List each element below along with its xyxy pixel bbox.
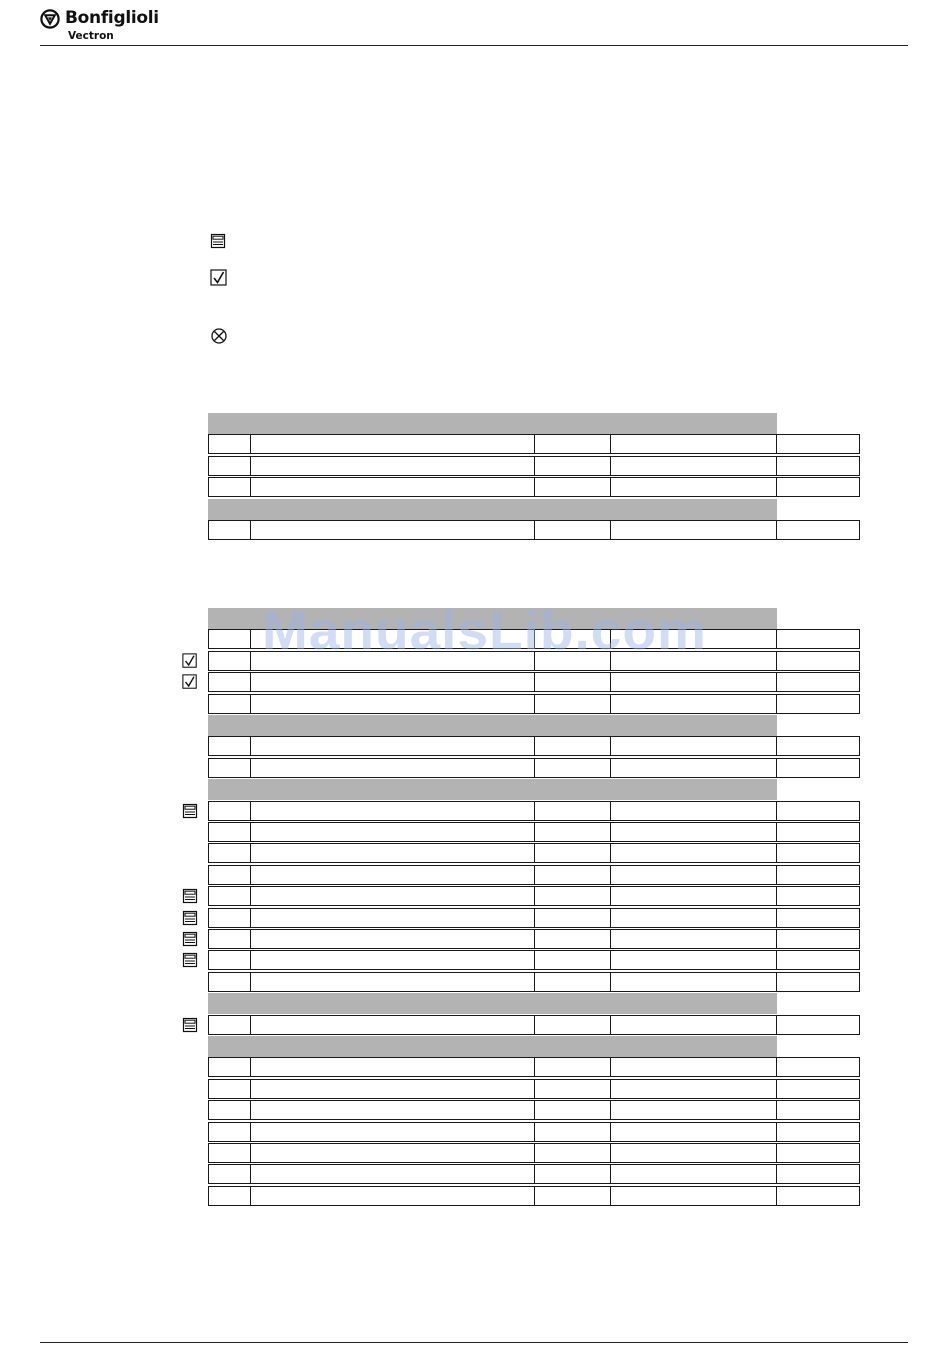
table-cell [776, 865, 860, 885]
bonfiglioli-logo-icon [40, 9, 60, 29]
table-cell [250, 1143, 535, 1163]
footer-rule [40, 1342, 908, 1343]
table-row [208, 1100, 861, 1121]
table-cell [250, 801, 535, 821]
table-cell [610, 908, 777, 928]
table-cell [534, 1164, 611, 1184]
table-cell [610, 822, 777, 842]
table-cell [208, 520, 251, 540]
table-cell [250, 520, 535, 540]
table-row [208, 736, 861, 757]
card-icon [182, 931, 198, 947]
table-cell [534, 1100, 611, 1120]
table-cell [610, 843, 777, 863]
table-cell [610, 456, 777, 476]
table-cell [534, 1122, 611, 1142]
table-cell [208, 629, 251, 649]
table-row [208, 694, 861, 715]
card-icon [182, 952, 198, 968]
table-cell [610, 972, 777, 992]
card-icon [182, 910, 198, 926]
table-cell [776, 908, 860, 928]
table-cell [610, 1079, 777, 1099]
table-cell [534, 950, 611, 970]
table-cell [208, 972, 251, 992]
table-row [208, 1057, 861, 1078]
table1-group-header [208, 499, 777, 520]
table-row [208, 1122, 861, 1143]
table-cell [776, 477, 860, 497]
table-cell [534, 694, 611, 714]
table2-group-header [208, 779, 777, 800]
table-cell [208, 758, 251, 778]
table2-group-header [208, 1036, 777, 1057]
table-cell [776, 1100, 860, 1120]
table-cell [250, 434, 535, 454]
brand-name: Bonfiglioli [65, 8, 159, 28]
table-row [208, 1164, 861, 1185]
table-cell [776, 1143, 860, 1163]
watermark: ManualsLib.com [262, 599, 707, 661]
table-cell [776, 672, 860, 692]
table-cell [534, 736, 611, 756]
table-cell [610, 758, 777, 778]
table-cell [208, 651, 251, 671]
table-cell [534, 456, 611, 476]
table-cell [534, 672, 611, 692]
table-cell [250, 1015, 535, 1035]
table1-group-header [208, 413, 777, 434]
table-cell [776, 1015, 860, 1035]
table-cell [534, 477, 611, 497]
table-cell [250, 736, 535, 756]
table-cell [208, 929, 251, 949]
table-cell [776, 651, 860, 671]
table-row [208, 758, 861, 779]
table-cell [534, 520, 611, 540]
table-row [208, 1143, 861, 1164]
header-rule [40, 45, 908, 46]
table-cell [776, 736, 860, 756]
table-row [208, 520, 861, 541]
table-cell [208, 801, 251, 821]
table-cell [250, 456, 535, 476]
table-cell [776, 629, 860, 649]
table-cell [250, 694, 535, 714]
table-cell [610, 950, 777, 970]
table-cell [776, 822, 860, 842]
table-cell [610, 801, 777, 821]
table-cell [250, 843, 535, 863]
table-cell [250, 477, 535, 497]
table-row [208, 822, 861, 843]
table-cell [250, 886, 535, 906]
table-cell [208, 1186, 251, 1206]
table-cell [534, 865, 611, 885]
table-cell [250, 1186, 535, 1206]
table-row [208, 908, 861, 929]
check-icon [182, 674, 198, 690]
brand-subname: Vectron [68, 30, 114, 42]
table-cell [610, 520, 777, 540]
table-row [208, 456, 861, 477]
table-cell [610, 434, 777, 454]
table-cell [208, 1143, 251, 1163]
table-cell [208, 1122, 251, 1142]
table-cell [610, 1057, 777, 1077]
table-row [208, 1186, 861, 1207]
table-cell [610, 1100, 777, 1120]
table2-group-header [208, 715, 777, 736]
card-icon [182, 803, 198, 819]
table-cell [776, 1079, 860, 1099]
table-cell [208, 908, 251, 928]
table-cell [534, 929, 611, 949]
cross-circle-icon [210, 327, 228, 345]
table-cell [610, 865, 777, 885]
table-cell [610, 1143, 777, 1163]
table-cell [208, 736, 251, 756]
table-cell [534, 1057, 611, 1077]
table-cell [208, 456, 251, 476]
table-row [208, 801, 861, 822]
table-cell [250, 758, 535, 778]
table-cell [776, 950, 860, 970]
table-row [208, 434, 861, 455]
table-cell [776, 694, 860, 714]
table-cell [534, 886, 611, 906]
table-cell [776, 1122, 860, 1142]
table-row [208, 672, 861, 693]
table-cell [250, 950, 535, 970]
table-cell [610, 672, 777, 692]
table-cell [250, 929, 535, 949]
check-icon [210, 269, 228, 287]
table-cell [610, 694, 777, 714]
table-cell [534, 908, 611, 928]
table-cell [776, 843, 860, 863]
table-cell [534, 1186, 611, 1206]
table-cell [250, 1122, 535, 1142]
table-cell [534, 843, 611, 863]
table-cell [250, 908, 535, 928]
table-cell [776, 1186, 860, 1206]
table-cell [610, 1186, 777, 1206]
table-cell [534, 434, 611, 454]
table-row [208, 929, 861, 950]
table-cell [208, 886, 251, 906]
table-row [208, 865, 861, 886]
table-cell [534, 1143, 611, 1163]
table-cell [534, 972, 611, 992]
table-cell [776, 972, 860, 992]
table-cell [250, 1057, 535, 1077]
table-cell [250, 822, 535, 842]
table-cell [776, 1164, 860, 1184]
table-cell [208, 694, 251, 714]
table-cell [610, 1164, 777, 1184]
table-cell [610, 886, 777, 906]
table-cell [776, 886, 860, 906]
table-cell [208, 1164, 251, 1184]
table-row [208, 843, 861, 864]
table-cell [534, 801, 611, 821]
table-cell [250, 972, 535, 992]
table-cell [610, 1015, 777, 1035]
table-cell [208, 822, 251, 842]
table-cell [534, 1079, 611, 1099]
table-cell [208, 1015, 251, 1035]
table2-group-header [208, 993, 777, 1014]
table-cell [250, 1079, 535, 1099]
table-cell [776, 801, 860, 821]
check-icon [182, 653, 198, 669]
table-cell [776, 434, 860, 454]
table-cell [208, 434, 251, 454]
table-row [208, 1079, 861, 1100]
table-cell [208, 865, 251, 885]
table-row [208, 477, 861, 498]
card-icon [182, 888, 198, 904]
table-cell [208, 1057, 251, 1077]
table-cell [776, 758, 860, 778]
table-cell [610, 929, 777, 949]
table-cell [534, 1015, 611, 1035]
table-row [208, 1015, 861, 1036]
table-row [208, 950, 861, 971]
table-cell [776, 1057, 860, 1077]
table-cell [250, 865, 535, 885]
table-cell [534, 758, 611, 778]
table-cell [208, 843, 251, 863]
table-cell [208, 950, 251, 970]
table-cell [250, 1100, 535, 1120]
table-cell [208, 1100, 251, 1120]
table-cell [534, 822, 611, 842]
table-cell [776, 929, 860, 949]
table-cell [208, 672, 251, 692]
table-cell [208, 1079, 251, 1099]
table-cell [208, 477, 251, 497]
table-cell [250, 1164, 535, 1184]
table-row [208, 886, 861, 907]
table-cell [610, 736, 777, 756]
table-cell [610, 477, 777, 497]
card-icon [210, 233, 228, 251]
card-icon [182, 1017, 198, 1033]
table-cell [250, 672, 535, 692]
table-cell [776, 520, 860, 540]
table-row [208, 972, 861, 993]
table-cell [776, 456, 860, 476]
table-cell [610, 1122, 777, 1142]
